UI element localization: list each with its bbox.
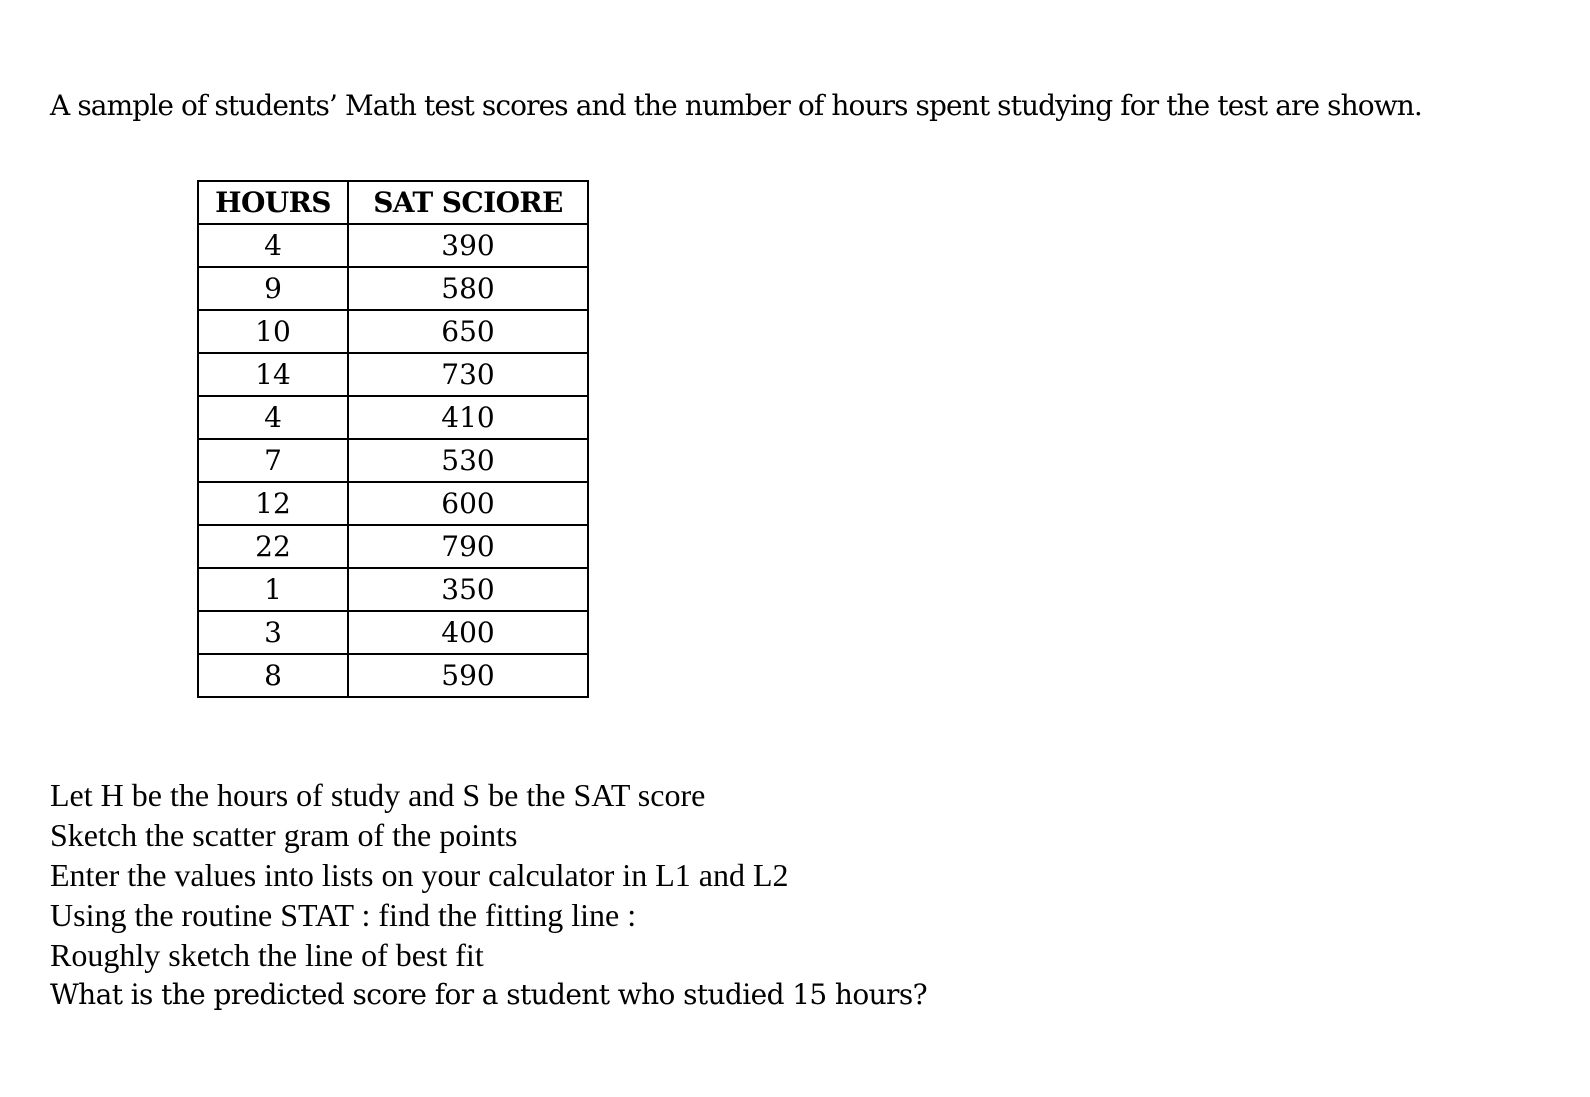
hours-cell: 10 (198, 310, 348, 353)
question-fitting-line: Using the routine STAT : find the fitting line : (50, 897, 637, 933)
hours-score-table (197, 180, 589, 698)
intro-text: A sample of students’ Math test scores and the number of hours spent studying for the test are shown. (50, 89, 1422, 122)
hours-cell: 8 (198, 654, 348, 697)
question-define-variables: Let H be the hours of study and S be the SAT score (50, 777, 706, 813)
table-row (198, 482, 588, 525)
question-sketch-scattergram: Sketch the scatter gram of the points (50, 817, 518, 853)
table-row (198, 224, 588, 267)
table-row (198, 267, 588, 310)
table-header-row (198, 181, 588, 224)
table-row (198, 568, 588, 611)
hours-cell: 14 (198, 353, 348, 396)
score-cell: 600 (348, 482, 588, 525)
score-cell: 580 (348, 267, 588, 310)
table-row (198, 654, 588, 697)
score-cell: 730 (348, 353, 588, 396)
hours-cell: 4 (198, 396, 348, 439)
table-row (198, 439, 588, 482)
score-cell: 390 (348, 224, 588, 267)
table-row (198, 396, 588, 439)
table-row (198, 525, 588, 568)
hours-cell: 7 (198, 439, 348, 482)
question-list (50, 775, 927, 1015)
table-row (198, 611, 588, 654)
hours-cell: 12 (198, 482, 348, 525)
question-predicted-score: What is the predicted score for a student who studied 15 hours? (50, 978, 928, 1011)
score-cell: 790 (348, 525, 588, 568)
hours-cell: 9 (198, 267, 348, 310)
hours-cell: 3 (198, 611, 348, 654)
question-sketch-best-fit: Roughly sketch the line of best fit (50, 937, 484, 973)
score-cell: 410 (348, 396, 588, 439)
hours-cell: 4 (198, 224, 348, 267)
score-cell: 530 (348, 439, 588, 482)
score-cell: 650 (348, 310, 588, 353)
hours-cell: 22 (198, 525, 348, 568)
table-row (198, 310, 588, 353)
score-cell: 590 (348, 654, 588, 697)
hours-cell: 1 (198, 568, 348, 611)
header-sat-score: SAT SCIORE (348, 181, 588, 224)
table-row (198, 353, 588, 396)
score-cell: 350 (348, 568, 588, 611)
score-cell: 400 (348, 611, 588, 654)
header-hours: HOURS (198, 181, 348, 224)
question-enter-lists: Enter the values into lists on your calculator in L1 and L2 (50, 857, 789, 893)
